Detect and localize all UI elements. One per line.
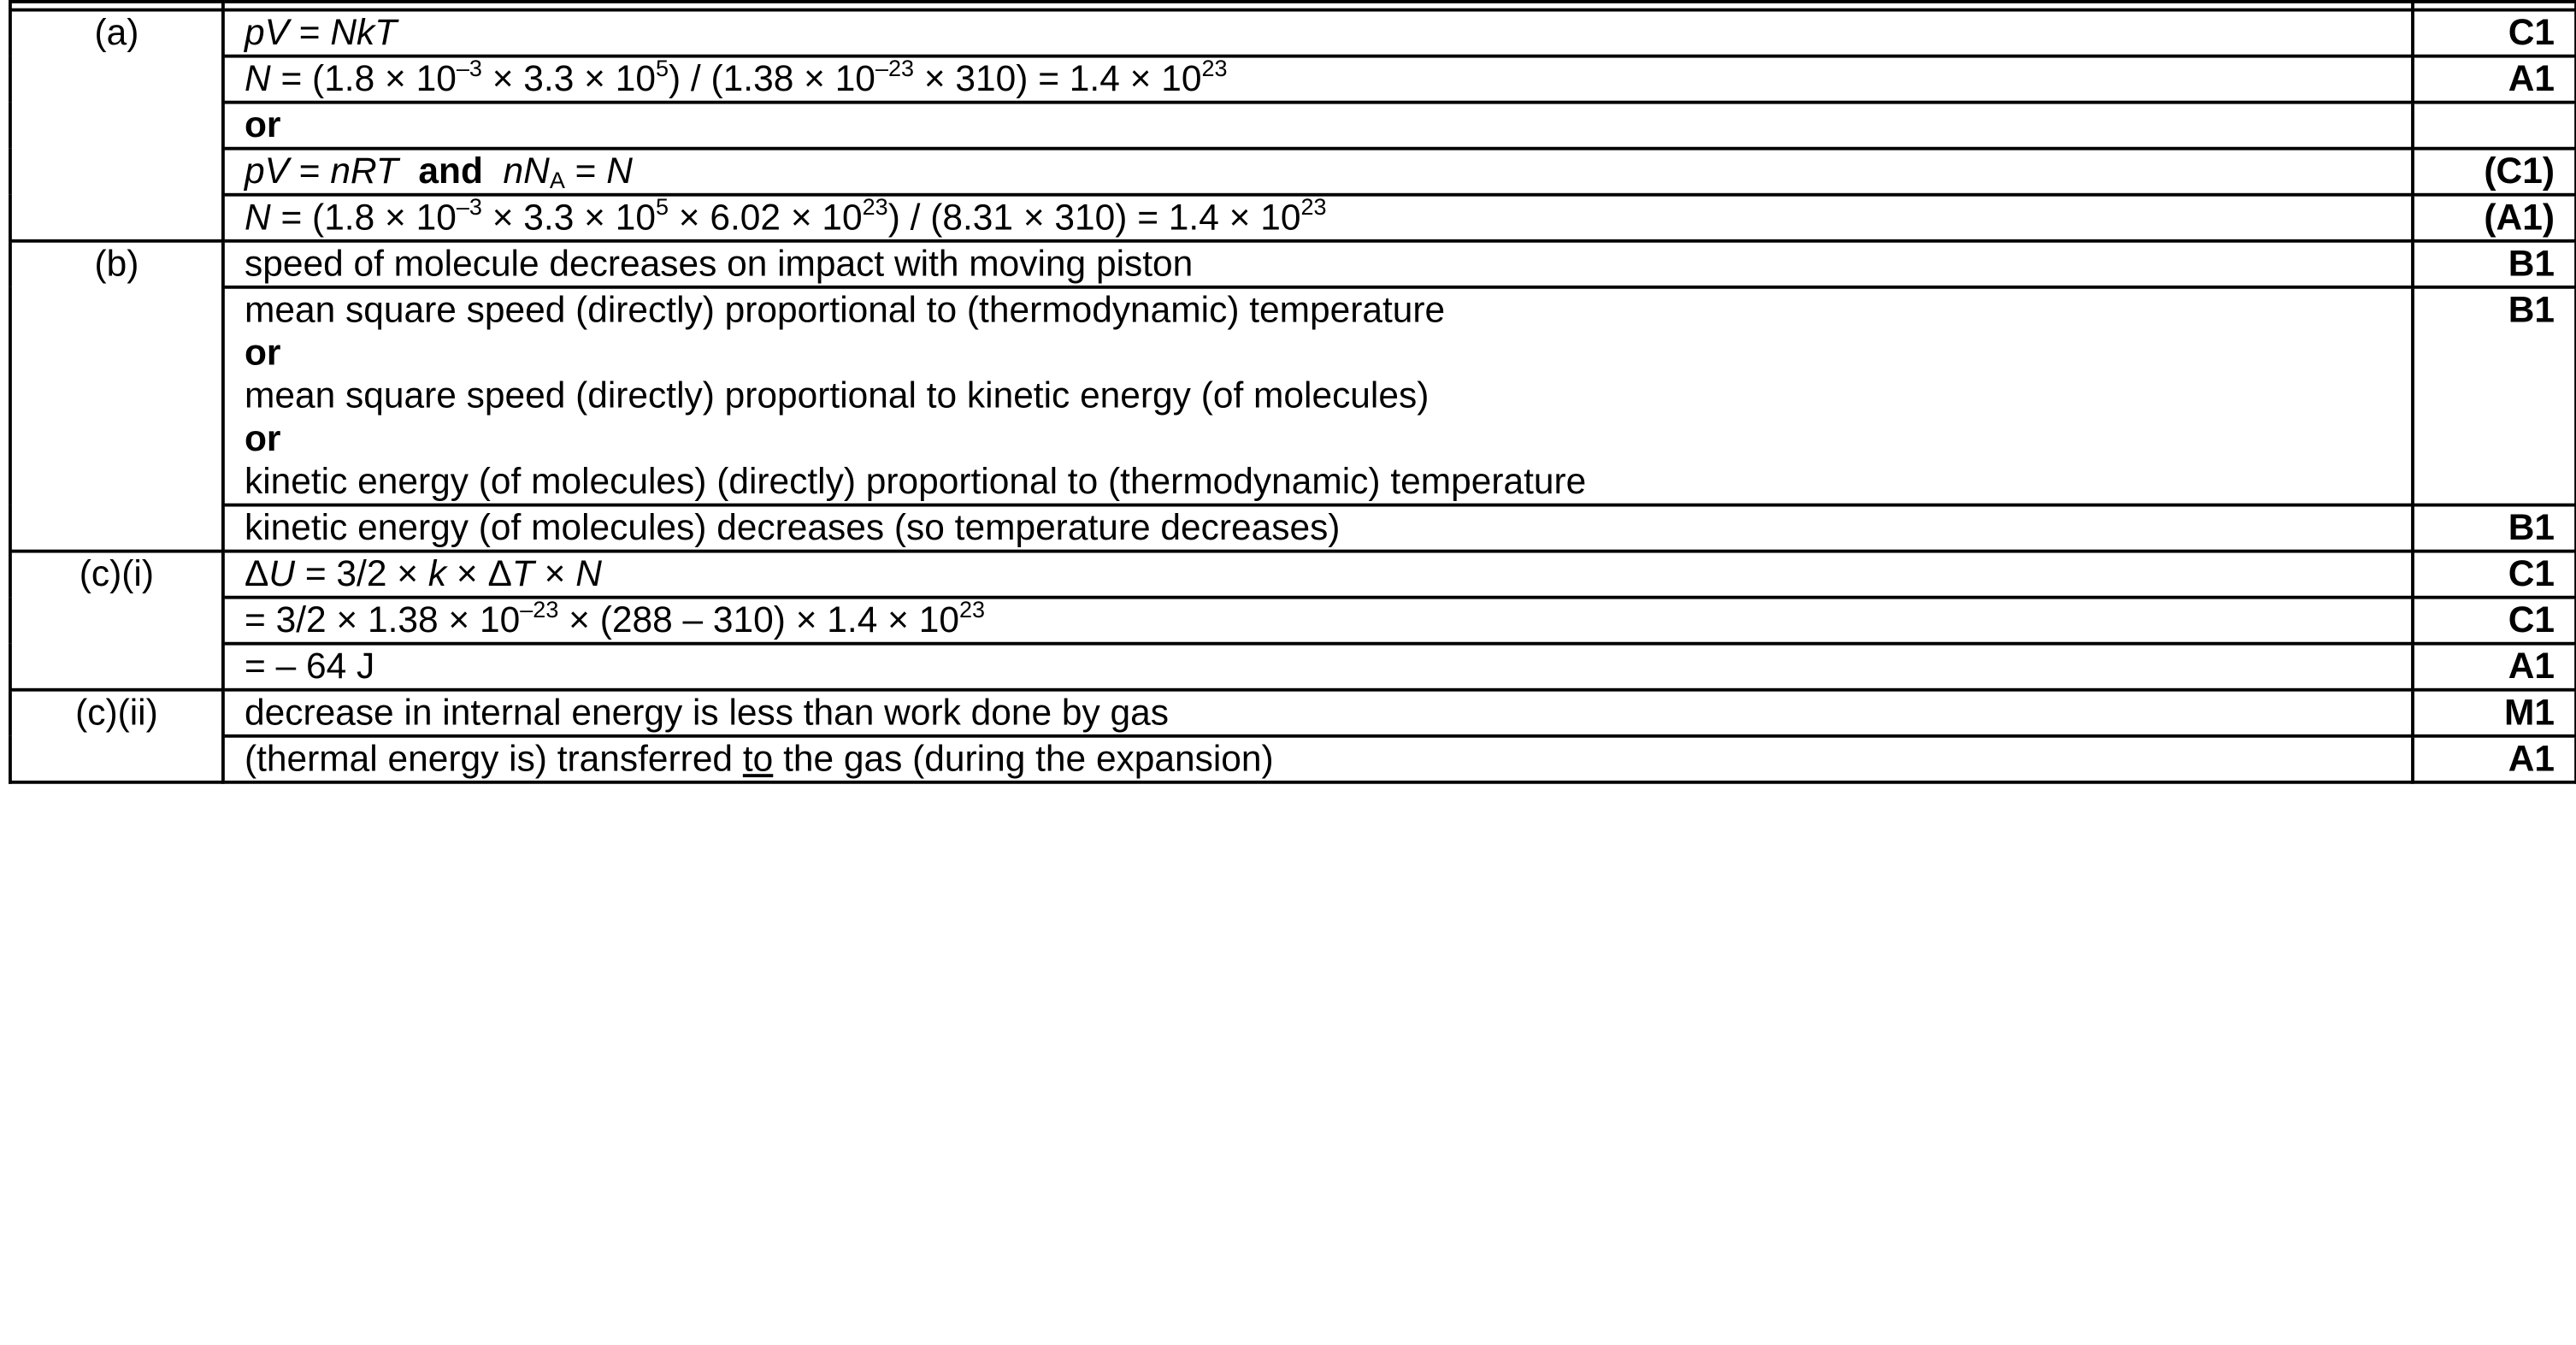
table-row: [10, 598, 2576, 644]
mark-cell: [2413, 103, 2576, 149]
question-part-a: (a): [10, 10, 223, 241]
question-part-c-ii: (c)(ii): [10, 690, 223, 782]
mark-cell: C1: [2413, 10, 2576, 56]
table-row: [10, 505, 2576, 552]
mark-cell: B1: [2413, 241, 2576, 287]
mark-cell: B1: [2413, 287, 2576, 505]
table-row: [10, 56, 2576, 103]
answer-cell: pV = nRT and $nN_A = N$: [223, 149, 2413, 195]
mark-cell: M1: [2413, 690, 2576, 736]
answer-cell: (thermal energy is) transferred to the gas (during the expansion): [223, 736, 2413, 782]
answer-cell: = – 64 J: [223, 644, 2413, 690]
answer-cell: kinetic energy (of molecules) decreases (so temperature decreases): [223, 505, 2413, 552]
table-row: [10, 149, 2576, 195]
mark-cell: C1: [2413, 552, 2576, 598]
mark-cell: B1: [2413, 505, 2576, 552]
table-row: [10, 195, 2576, 241]
table-row: [10, 644, 2576, 690]
answer-cell: pV = NkT: [223, 10, 2413, 56]
table-row: [10, 103, 2576, 149]
table-top-edge: [10, 2, 2576, 10]
question-part-b: (b): [10, 241, 223, 552]
answer-cell: speed of molecule decreases on impact with moving piston: [223, 241, 2413, 287]
answer-cell: $N = (1.8 \times 10^{-3} \times 3.3 \times 10^5 \times 6.02 \times 10^{23}) / (8.31 \times 310) = 1.4 \times 10^{23}$: [223, 195, 2413, 241]
mark-cell: (C1): [2413, 149, 2576, 195]
mark-cell: A1: [2413, 644, 2576, 690]
question-part-c-i: (c)(i): [10, 552, 223, 690]
answer-cell: = $3/2 \times 1.38 \times 10^{-23} \times (288 - 310) \times 1.4 \times 10^{23}$: [223, 598, 2413, 644]
table-row: [10, 10, 2576, 56]
table-row: [10, 736, 2576, 782]
answer-cell: ΔU = 3/2 × k × ΔT × N: [223, 552, 2413, 598]
answer-line: mean square speed (directly) proportional to (thermodynamic) temperature: [244, 288, 1446, 330]
answer-cell: or: [223, 103, 2413, 149]
answer-line: or: [244, 331, 281, 374]
table-row: [10, 241, 2576, 287]
table-row: [10, 552, 2576, 598]
mark-cell: C1: [2413, 598, 2576, 644]
answer-cell: decrease in internal energy is less than work done by gas: [223, 690, 2413, 736]
mark-cell: A1: [2413, 56, 2576, 103]
table-row: [10, 690, 2576, 736]
mark-cell: (A1): [2413, 195, 2576, 241]
answer-line: mean square speed (directly) proportional to kinetic energy (of molecules): [244, 375, 1429, 416]
answer-cell: [223, 287, 2413, 505]
answer-cell: $N = (1.8 \times 10^{-3} \times 3.3 \times 10^5) / (1.38 \times 10^{-23} \times 310) = 1.4 \times 10^{23}$: [223, 56, 2413, 103]
answer-line: kinetic energy (of molecules) (directly) proportional to (thermodynamic) temperature: [244, 460, 1587, 502]
table-row: [10, 287, 2576, 505]
mark-scheme: [9, 0, 2573, 779]
answer-line: or: [244, 417, 281, 459]
mark-cell: A1: [2413, 736, 2576, 782]
mark-scheme-table: [9, 0, 2576, 784]
